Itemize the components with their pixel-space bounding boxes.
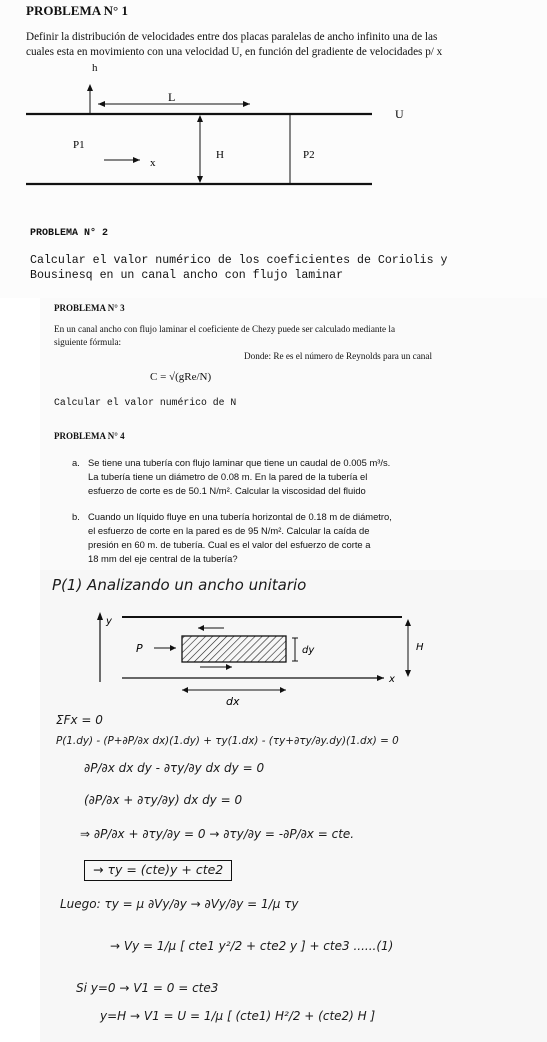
- diagram-label-U: U: [395, 107, 404, 121]
- diagram2-label-dy: dy: [302, 645, 315, 656]
- solution-line: Luego: τy = μ ∂Vy/∂y → ∂Vy/∂y = 1/μ τy: [60, 897, 299, 911]
- diagram2-label-x: x: [389, 674, 395, 685]
- problem4-a-line2: La tubería tiene un diámetro de 0.08 m. En la pared de la tubería el: [88, 471, 368, 482]
- problem1-heading: PROBLEMA N° 1: [26, 3, 128, 18]
- solution-title: P(1) Analizando un ancho unitario: [52, 576, 307, 594]
- problem3-text-line2: siguiente fórmula:: [54, 337, 122, 347]
- problem4-b-line3: presión en 60 m. de tubería. Cual es el valor del esfuerzo de corte a: [88, 539, 371, 550]
- diagram-label-L: L: [168, 90, 176, 104]
- diagram2-label-dx: dx: [226, 695, 240, 708]
- problem4-heading: PROBLEMA N° 4: [54, 431, 125, 441]
- problem2-text-line2: Bousinesq en un canal ancho con flujo laminar: [30, 269, 344, 282]
- problem4-a-line3: esfuerzo de corte es de 50.1 N/m². Calcular la viscosidad del fluido: [88, 485, 366, 496]
- solution-line: ΣFx = 0: [56, 713, 103, 727]
- problem1-text-h: h: [92, 62, 98, 74]
- chezy-formula: C = √(gRe/N): [150, 371, 212, 383]
- diagram-label-H: H: [216, 149, 224, 161]
- problem3-text-line1: En un canal ancho con flujo laminar el coeficiente de Chezy puede ser calculado mediante la: [54, 324, 396, 334]
- problem3-text-line3: Calcular el valor numérico de N: [54, 397, 237, 408]
- solution-line: ∂P/∂x dx dy - ∂τy/∂y dx dy = 0: [84, 761, 265, 775]
- solution-line: y=H → V1 = U = 1/μ [ (cte1) H²/2 + (cte2) H ]: [100, 1009, 376, 1023]
- solution-line: → Vy = 1/μ [ cte1 y²/2 + cte2 y ] + cte3 ......(1): [110, 939, 394, 953]
- solution-line: P(1.dy) - (P+∂P/∂x dx)(1.dy) + τy(1.dx) - (τy+∂τy/∂y.dy)(1.dx) = 0: [56, 735, 399, 747]
- problem1-text-line1: Definir la distribución de velocidades entre dos placas paralelas de ancho infinito una de las: [26, 31, 438, 43]
- diagram2-label-P: P: [136, 642, 143, 655]
- diagram2-label-y: y: [106, 616, 112, 627]
- diagram-label-x: x: [150, 157, 156, 169]
- solution-boxed-result: → τy = (cte)y + cte2: [84, 860, 232, 881]
- problem4-a-label: a.: [72, 457, 80, 468]
- problem4-b-line4: 18 mm del eje central de la tubería?: [88, 553, 238, 564]
- solution-line: ⇒ ∂P/∂x + ∂τy/∂y = 0 → ∂τy/∂y = -∂P/∂x = cte.: [80, 827, 355, 841]
- problem3-heading: PROBLEMA N° 3: [54, 303, 125, 313]
- solution-line: (∂P/∂x + ∂τy/∂y) dx dy = 0: [84, 793, 243, 807]
- problem1-text-line2: cuales esta en movimiento con una velocidad U, en función del gradiente de velocidades p/ x: [26, 46, 443, 58]
- diagram-label-P2: P2: [303, 149, 315, 161]
- problem2-heading: PROBLEMA N° 2: [30, 228, 109, 239]
- problem4-b-line1: Cuando un líquido fluye en una tubería horizontal de 0.18 m de diámetro,: [88, 511, 392, 522]
- diagram2-label-H: H: [416, 642, 424, 653]
- problem4-a-line1: Se tiene una tubería con flujo laminar que tiene un caudal de 0.005 m³/s.: [88, 457, 391, 468]
- problem2-text-line1: Calcular el valor numérico de los coeficientes de Coriolis y: [30, 254, 448, 267]
- solution-line: Si y=0 → V1 = 0 = cte3: [76, 981, 219, 995]
- problem4-b-label: b.: [72, 511, 80, 522]
- problem3-donde: Donde: Re es el número de Reynolds para un canal: [244, 351, 433, 361]
- diagram-label-P1: P1: [73, 139, 85, 151]
- problem4-b-line2: el esfuerzo de corte en la pared es de 95 N/m². Calcular la caída de: [88, 525, 370, 536]
